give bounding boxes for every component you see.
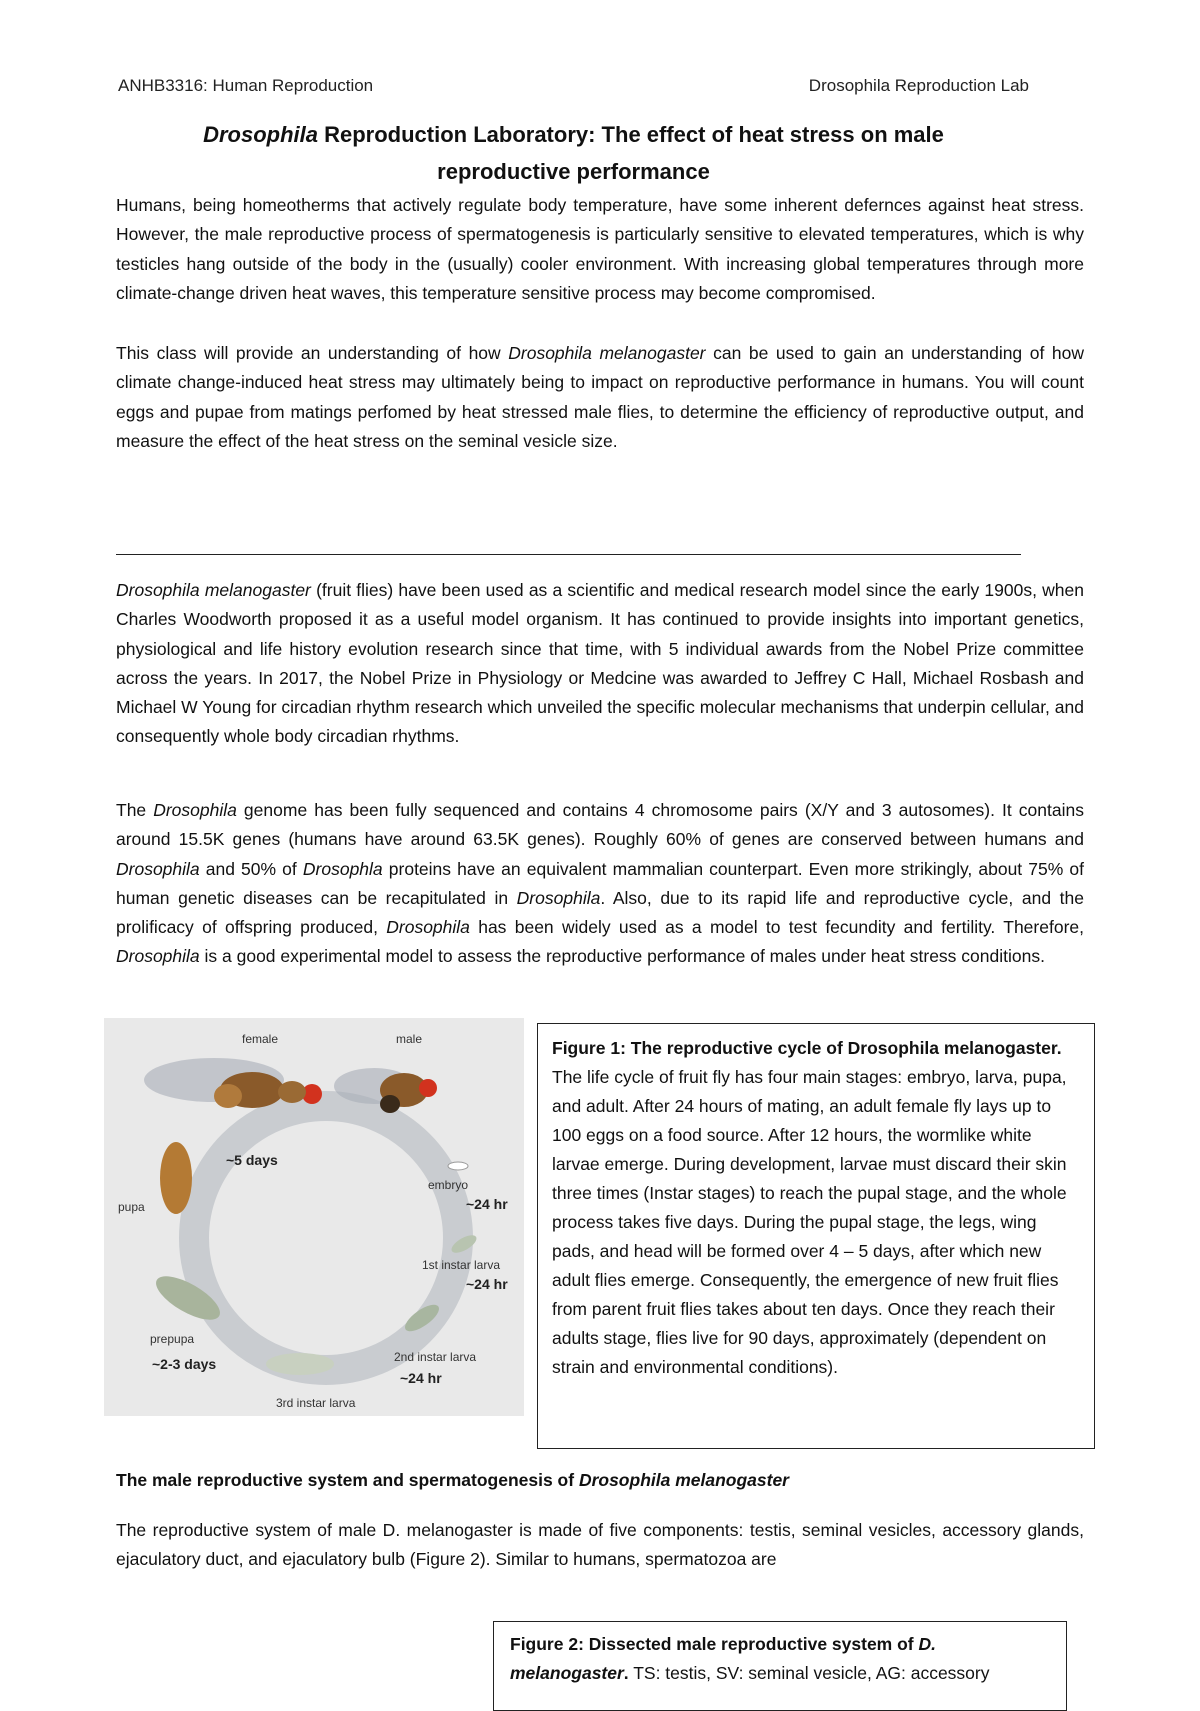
duration-embryo: ~24 hr — [466, 1196, 508, 1212]
duration-prepupa: ~2-3 days — [152, 1356, 217, 1372]
label-first-instar: 1st instar larva — [422, 1258, 501, 1272]
pupa-icon — [160, 1142, 192, 1214]
third-instar-larva-icon — [266, 1353, 334, 1375]
body-p2-italic: Drosophila — [116, 858, 200, 879]
female-fly-icon — [144, 1058, 322, 1108]
title-line1: Reproduction Laboratory: The effect of heat stress on male — [318, 122, 944, 147]
intro-p2-text-b: can be used to gain an understanding of how climate change-induced heat stress may ultimately being to impact on reproductive performance in humans. You will count eggs and pupae from matings perfomed by heat stressed male flies, to determine the efficiency of reproductive output, and measure the effect of the heat stress on the seminal vesicle size. — [116, 343, 1084, 451]
figure1-caption-text: The life cycle of fruit fly has four main stages: embryo, larva, pupa, and adult. After 24 hours of mating, an adult female fly lays up to 100 eggs on a food source. After 12 hours, the wormlike white larvae emerge. During development, larvae must discard their skin three times (Instar stages) to reach the pupal stage, and the whole process takes five days. During the pupal stage, the legs, wing pads, and head will be formed over 4 – 5 days, after which new adult flies emerge. Consequently, the emergence of new fruit flies from parent fruit flies takes about ten days. Once they reach their adults stage, flies live for 90 days, approximately (dependent on strain and environmental conditions). — [552, 1067, 1067, 1377]
lifecycle-figure — [104, 1018, 524, 1416]
body-p1-species: Drosophila melanogaster — [116, 580, 311, 600]
figure2-title-species: D. melanogaster — [510, 1634, 936, 1683]
label-male: male — [396, 1032, 423, 1046]
label-third-instar: 3rd instar larva — [276, 1396, 356, 1410]
embryo-icon — [448, 1162, 468, 1170]
body-p2-text: and 50% of — [199, 858, 303, 879]
lifecycle-ring — [194, 1106, 458, 1370]
intro-paragraph-2 — [116, 339, 1084, 456]
title-italic: Drosophila — [203, 122, 318, 147]
duration-second-instar: ~24 hr — [400, 1370, 442, 1386]
figure1-caption — [537, 1023, 1095, 1449]
body-p2-text: is a good experimental model to assess the reproductive performance of males under heat stress conditions. — [199, 946, 1045, 967]
label-embryo: embryo — [428, 1178, 469, 1192]
intro-paragraph-1: Humans, being homeotherms that actively regulate body temperature, have some inherent defernces against heat stress. However, the male reproductive process of spermatogenesis is particularly sensitive to elevated temperatures, which is why testicles hang outside of the body in the (usually) cooler environment. With increasing global temperatures through more climate-change driven heat waves, this temperature sensitive process may become compromised. — [116, 195, 1084, 303]
body-p2-italic: Drosophila — [516, 887, 601, 908]
body-p2-italic: Drosophila — [153, 800, 237, 820]
body-p2-italic: Drosophila — [386, 917, 470, 938]
body-paragraph-2 — [116, 796, 1084, 972]
intro-p2-text-a: This class will provide an understanding of how — [116, 343, 509, 363]
figure2-title-a: Figure 2: Dissected male reproductive system of — [510, 1634, 919, 1654]
title-line2: reproductive performance — [437, 159, 710, 184]
figure1-caption-title: Figure 1: The reproductive cycle of Drosophila melanogaster. — [552, 1038, 1062, 1058]
intro-p2-species: Drosophila melanogaster — [508, 343, 706, 363]
body-p2-text: The — [116, 800, 154, 820]
body-p2-italic: Drosophla — [302, 858, 383, 879]
figure2-caption-text: TS: testis, SV: seminal vesicle, AG: accessory — [628, 1663, 990, 1683]
body-paragraph-1 — [116, 576, 1084, 752]
page-header — [118, 76, 1029, 100]
body-p2-text: . Also, due to its rapid life and reproductive cycle, and the prolificacy of offspring produced, — [116, 887, 1084, 938]
label-second-instar: 2nd instar larva — [394, 1350, 477, 1364]
section-heading — [116, 1470, 789, 1491]
label-pupa: pupa — [118, 1200, 145, 1214]
section-heading-species: Drosophila melanogaster — [578, 1470, 789, 1490]
section-divider — [116, 554, 1021, 555]
section-heading-text: The male reproductive system and spermatogenesis of — [116, 1470, 579, 1490]
page-title — [118, 116, 1029, 190]
body-p2-text: proteins have an equivalent mammalian counterpart. Even more strikingly, about 75% of human genetic diseases can be recapitulated in — [116, 858, 1084, 908]
body-p2-text: has been widely used as a model to test fecundity and fertility. Therefore, — [469, 917, 1084, 938]
duration-first-instar: ~24 hr — [466, 1276, 508, 1292]
section-paragraph: The reproductive system of male D. melanogaster is made of five components: testis, seminal vesicles, accessory glands, ejaculatory duct, and ejaculatory bulb (Figure 2). Similar to humans, spermatozoa are — [116, 1520, 1084, 1570]
figure2-title-b: . — [623, 1663, 629, 1683]
label-female: female — [242, 1032, 279, 1046]
body-p2-italic: Drosophila — [116, 946, 200, 967]
body-p2-text: genome has been fully sequenced and contains 4 chromosome pairs (X/Y and 3 autosomes). It contains around 15.5K genes (humans have around 63.5K genes). Roughly 60% of genes are conserved between humans and — [116, 800, 1084, 850]
header-course: ANHB3316: Human Reproduction — [118, 76, 374, 95]
body-p1-text: (fruit flies) have been used as a scientific and medical research model since the early 1900s, when Charles Woodworth proposed it as a useful model organism. It has continued to provide insights into important genetics, physiological and life history evolution research since that time, with 5 individual awards from the Nobel Prize committee across the years. In 2017, the Nobel Prize in Physiology or Medcine was awarded to Jeffrey C Hall, Michael Rosbash and Michael W Young for circadian rhythm research which unveiled the specific molecular mechanisms that underpin cellular, and consequently whole body circadian rhythms. — [116, 580, 1084, 747]
header-lab-name: Drosophila Reproduction Lab — [808, 76, 1029, 95]
label-prepupa: prepupa — [150, 1332, 195, 1346]
duration-pupa: ~5 days — [226, 1152, 278, 1168]
